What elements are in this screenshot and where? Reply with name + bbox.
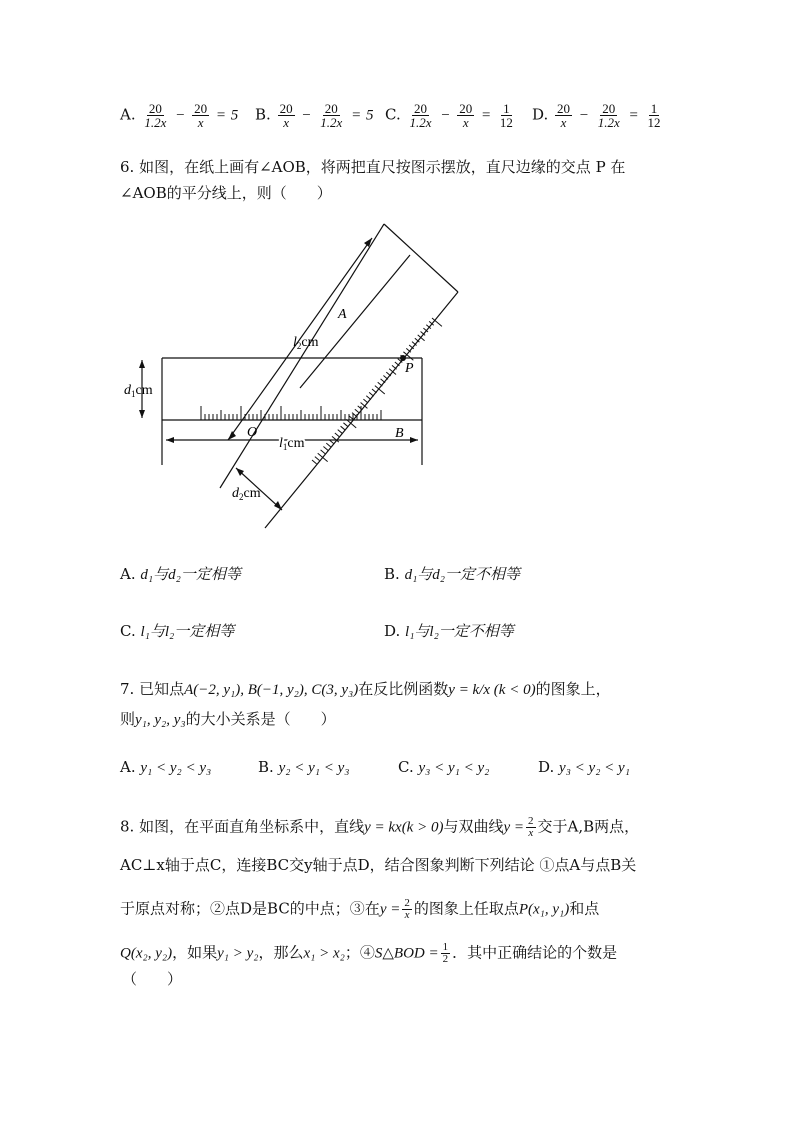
label-B: B bbox=[395, 426, 404, 441]
ruler-tick bbox=[378, 382, 383, 386]
ruler-tick bbox=[341, 426, 346, 430]
q8-stem-line3: 于原点对称；②点D是BC的中点；③在y = $\frac{2}{x}$ 的图象上任取点P(x₁, y₁)和点 bbox=[120, 897, 600, 921]
q8-stem-line1: 8. 如图，在平面直角坐标系中，直线y = kx(k > 0)与双曲线y = $\frac{2}{x}$ 交于A,B两点， bbox=[120, 815, 640, 839]
ruler-tick bbox=[321, 450, 326, 454]
ruler-tick bbox=[381, 379, 386, 383]
ruler-tick bbox=[358, 406, 363, 410]
q5-option-b: B. $\frac{20}{x}$ − $\frac{20}{1.2x}$ = 5 bbox=[255, 101, 374, 130]
q7-option-a: A. y₁ < y₂ < y₃ bbox=[120, 758, 212, 776]
q6-option-b: B. d₁与d₂一定不相等 bbox=[384, 565, 521, 583]
ruler-tick bbox=[355, 409, 360, 413]
ruler-tick bbox=[315, 457, 320, 461]
q5-option-a: A. $\frac{20}{1.2x}$ − $\frac{20}{x}$ = 5 bbox=[120, 101, 239, 130]
q7-stem-line1: 7. 已知点A(−2, y₁), B(−1, y₂), C(3, y₃)在反比例函数y = k/x (k < 0)的图象上， bbox=[120, 680, 611, 698]
q7-stem-line2: 则y₁, y₂, y₃的大小关系是（ ） bbox=[120, 710, 336, 728]
q6-option-c: C. l₁与l₂一定相等 bbox=[120, 622, 235, 640]
q6-option-d: D. l₁与l₂一定不相等 bbox=[384, 622, 514, 640]
q8-stem-line4: Q(x₂, y₂)，如果y₁ > y₂，那么x₁ > x₂；④S△BOD = $\frac{1}{2}$ ．其中正确结论的个数是 bbox=[120, 941, 618, 965]
label-P: P bbox=[405, 361, 414, 376]
ruler-tick bbox=[369, 392, 374, 396]
q6-ruler-figure bbox=[110, 215, 480, 535]
q7-option-b: B. y₂ < y₁ < y₃ bbox=[258, 758, 350, 776]
ruler-tick bbox=[338, 430, 343, 434]
label-A: A bbox=[338, 307, 347, 322]
ruler-tick bbox=[383, 375, 388, 379]
ruler-tick bbox=[363, 399, 368, 403]
label-d1: $d_1cm$ bbox=[124, 383, 153, 399]
q7-option-c: C. y₃ < y₁ < y₂ bbox=[398, 758, 490, 776]
q5-option-c: C. $\frac{20}{1.2x}$ − $\frac{20}{x}$ = $\frac{1}{12}$ bbox=[385, 101, 513, 130]
ruler-tick bbox=[312, 460, 317, 464]
q6-stem-line1: 6. 如图，在纸上画有∠AOB，将两把直尺按图示摆放，直尺边缘的交点 P 在 bbox=[120, 158, 626, 176]
label-O: O bbox=[247, 425, 258, 440]
ruler-tick bbox=[343, 423, 348, 427]
q6-stem-line2: ∠AOB的平分线上，则（ ） bbox=[120, 184, 332, 202]
ruler-tick bbox=[326, 443, 331, 447]
ruler-tick bbox=[372, 389, 377, 393]
q8-stem-line2: AC⊥x轴于点C，连接BC交y轴于点D，结合图象判断下列结论 ①点A与点B关 bbox=[120, 856, 637, 874]
q5-option-d: D. $\frac{20}{x}$ − $\frac{20}{1.2x}$ = $\frac{1}{12}$ bbox=[532, 101, 661, 130]
ruler-tick bbox=[323, 446, 328, 450]
q7-option-d: D. y₃ < y₂ < y₁ bbox=[538, 758, 630, 776]
ruler-tick bbox=[366, 396, 371, 400]
q6-option-a: A. d₁与d₂一定相等 bbox=[120, 565, 241, 583]
q8-stem-line5: （ ） bbox=[122, 970, 183, 988]
label-l2: $l_2cm$ bbox=[293, 335, 319, 351]
label-d2: $d_2cm$ bbox=[232, 486, 261, 502]
label-l1: $l_1cm$ bbox=[279, 436, 305, 452]
ruler-tick bbox=[335, 433, 340, 437]
